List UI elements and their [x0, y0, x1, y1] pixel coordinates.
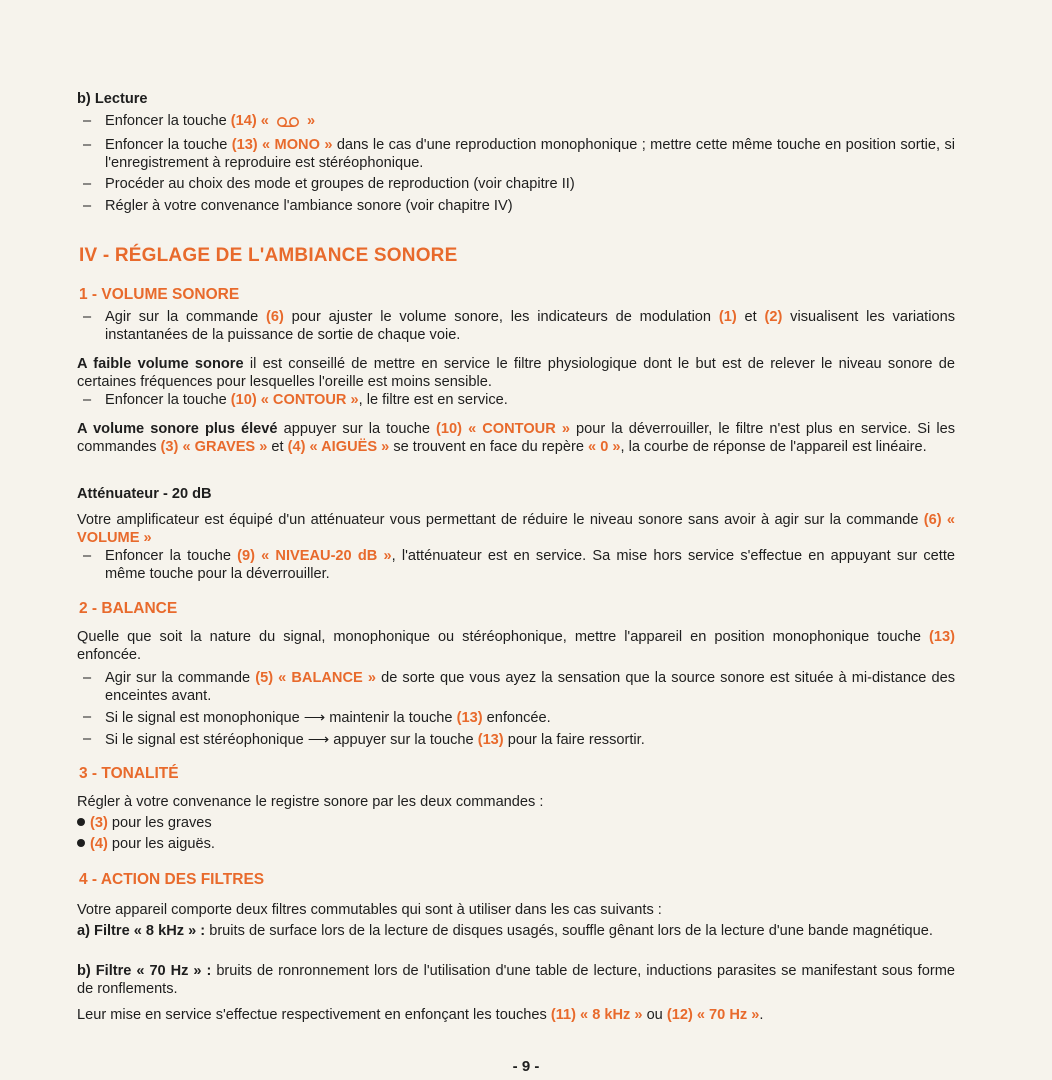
list-item: – Enfoncer la touche (9) « NIVEAU-20 dB », l'atténuateur est en service. Sa mise hors service s'effectue en appuyant sur cette même touche pour la déverrouiller. [83, 548, 955, 582]
section-title: 3 - TONALITÉ [79, 765, 179, 782]
subsection-title: Atténuateur - 20 dB [77, 486, 212, 502]
list-item: – Agir sur la commande (6) pour ajuster le volume sonore, les indicateurs de modulation (1) et (2) visualisent les variations instantanées de la puissance de sortie de chaque voie. [83, 309, 956, 343]
cassette-tape-icon [273, 114, 303, 128]
list-item: – Enfoncer la touche (13) « MONO » dans le cas d'une reproduction monophonique ; mettre cette même touche en position sortie, si l'enregistrement à reproduire est stéréophonique. [83, 137, 955, 171]
list-item: – Enfoncer la touche (14) « » [83, 113, 316, 129]
paragraph: b) Filtre « 70 Hz » : bruits de ronronnement lors de l'utilisation d'une table de lecture, inductions parasites se manifestant sous forme de ronflements. [77, 963, 955, 997]
section-title: 4 - ACTION DES FILTRES [79, 871, 265, 888]
paragraph: Quelle que soit la nature du signal, monophonique ou stéréophonique, mettre l'appareil en position monophonique touche (13) enfoncée. [77, 629, 955, 663]
paragraph: Votre amplificateur est équipé d'un atténuateur vous permettant de réduire le niveau sonore sans avoir à agir sur la commande (6) « VOLUME » [77, 512, 955, 546]
bullet-icon [77, 839, 85, 847]
bullet-icon [77, 818, 85, 826]
list-item: – Agir sur la commande (5) « BALANCE » de sorte que vous ayez la sensation que la source sonore est située à mi-distance des enceintes avant. [83, 670, 956, 704]
paragraph: Régler à votre convenance le registre sonore par les deux commandes : [77, 794, 544, 810]
paragraph: Votre appareil comporte deux filtres commutables qui sont à utiliser dans les cas suivants : [77, 902, 662, 918]
section-title: 2 - BALANCE [79, 600, 178, 617]
list-item: – Si le signal est stéréophonique ⟶ appuyer sur la touche (13) pour la faire ressortir. [83, 731, 645, 748]
paragraph: A volume sonore plus élevé appuyer sur la touche (10) « CONTOUR » pour la déverrouiller, le filtre n'est plus en service. Si les commandes (3) « GRAVES » et (4) « AIGUËS » se trouvent en face du repère « 0 », la courbe de réponse de l'appareil est linéaire. [77, 421, 956, 455]
list-item: – Procéder au choix des mode et groupes de reproduction (voir chapitre II) [83, 176, 575, 192]
arrow-right-icon: ⟶ [303, 709, 326, 726]
lecture-heading: b) Lecture [77, 91, 148, 107]
list-item: (4) pour les aiguës. [77, 836, 215, 854]
list-item: (3) pour les graves [77, 815, 212, 833]
chapter-title: IV - RÉGLAGE DE L'AMBIANCE SONORE [79, 245, 458, 266]
page-number: - 9 - [512, 1058, 540, 1075]
list-item: – Enfoncer la touche (10) « CONTOUR », le filtre est en service. [83, 392, 508, 408]
paragraph: A faible volume sonore il est conseillé de mettre en service le filtre physiologique dont le but est de relever le niveau sonore de certaines fréquences pour lesquelles l'oreille est moins sensible. [77, 356, 955, 390]
list-item: – Régler à votre convenance l'ambiance sonore (voir chapitre IV) [83, 198, 513, 214]
list-item: – Si le signal est monophonique ⟶ maintenir la touche (13) enfoncée. [83, 709, 551, 726]
section-title: 1 - VOLUME SONORE [79, 286, 240, 303]
paragraph: Leur mise en service s'effectue respectivement en enfonçant les touches (11) « 8 kHz » ou (12) « 70 Hz ». [77, 1007, 764, 1023]
arrow-right-icon: ⟶ [307, 731, 330, 748]
paragraph: a) Filtre « 8 kHz » : bruits de surface lors de la lecture de disques usagés, souffle gênant lors de la lecture d'une bande magnétique. [77, 923, 933, 939]
